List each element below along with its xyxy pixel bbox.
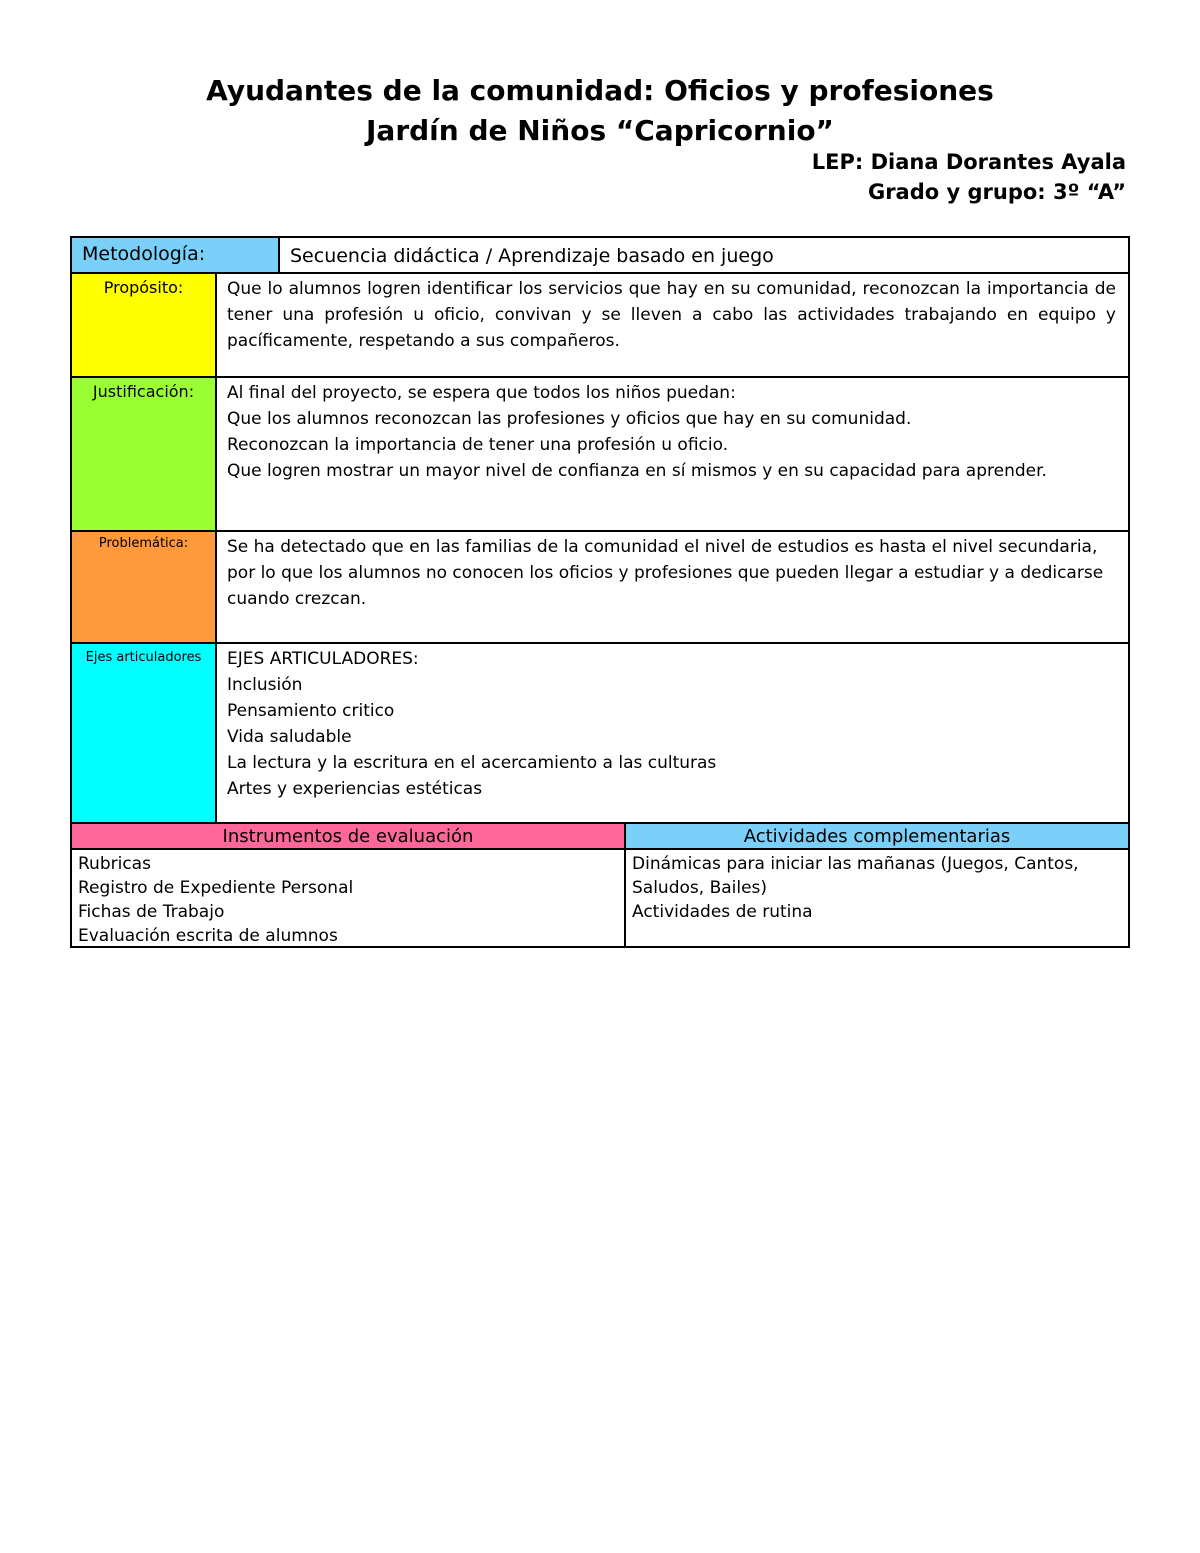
ejes-row bbox=[70, 642, 1130, 824]
list-item: Actividades de rutina bbox=[632, 902, 813, 922]
ejes-item: Pensamiento critico bbox=[227, 701, 395, 721]
proposito-text: Que lo alumnos logren identificar los servicios que hay en su comunidad, reconozcan la importancia de tener una profesión u oficio, convivan y se lleven a cabo las actividades trabajando en equipo y pacíficamente, respetando a sus compañeros. bbox=[227, 279, 1116, 351]
metodologia-value: Secuencia didáctica / Aprendizaje basado en juego bbox=[290, 245, 774, 267]
ejes-item: La lectura y la escritura en el acercamiento a las culturas bbox=[227, 753, 717, 773]
problematica-text: Se ha detectado que en las familias de la comunidad el nivel de estudios es hasta el nivel secundaria, por lo que los alumnos no conocen los oficios y profesiones que pueden llegar a estudiar y a dedicarse cuando crezcan. bbox=[227, 537, 1104, 609]
metodologia-label: Metodología: bbox=[72, 238, 280, 272]
proposito-label: Propósito: bbox=[72, 274, 217, 376]
metodologia-row bbox=[70, 236, 1130, 274]
problematica-label: Problemática: bbox=[72, 532, 217, 642]
ejes-item: Artes y experiencias estéticas bbox=[227, 779, 483, 799]
evaluacion-section bbox=[70, 822, 1130, 948]
instrumentos-header: Instrumentos de evaluación bbox=[72, 824, 624, 850]
ejes-item: Vida saludable bbox=[227, 727, 352, 747]
actividades-column bbox=[626, 824, 1128, 946]
justificacion-line: Que logren mostrar un mayor nivel de confianza en sí mismos y en su capacidad para aprender. bbox=[227, 461, 1047, 481]
list-item: Dinámicas para iniciar las mañanas (Juegos, Cantos, Saludos, Bailes) bbox=[632, 854, 1079, 898]
school-name: Jardín de Niños “Capricornio” bbox=[366, 114, 834, 147]
document-title: Ayudantes de la comunidad: Oficios y profesiones bbox=[206, 74, 994, 107]
list-item: Fichas de Trabajo bbox=[78, 902, 225, 922]
ejes-item: Inclusión bbox=[227, 675, 303, 695]
justificacion-row bbox=[70, 376, 1130, 532]
list-item: Registro de Expediente Personal bbox=[78, 878, 354, 898]
grade-group: Grado y grupo: 3º “A” bbox=[867, 180, 1126, 204]
ejes-label: Ejes articuladores bbox=[72, 644, 217, 822]
instrumentos-column bbox=[72, 824, 626, 946]
actividades-list bbox=[626, 850, 1128, 926]
ejes-content bbox=[217, 644, 1128, 822]
justificacion-line: Reconozcan la importancia de tener una profesión u oficio. bbox=[227, 435, 729, 455]
justificacion-label: Justificación: bbox=[72, 378, 217, 530]
justificacion-line: Que los alumnos reconozcan las profesiones y oficios que hay en su comunidad. bbox=[227, 409, 912, 429]
list-item: Evaluación escrita de alumnos bbox=[78, 926, 338, 946]
justificacion-text bbox=[217, 378, 1128, 530]
proposito-row bbox=[70, 272, 1130, 378]
list-item: Rubricas bbox=[78, 854, 151, 874]
ejes-heading: EJES ARTICULADORES: bbox=[227, 649, 419, 669]
problematica-row bbox=[70, 530, 1130, 644]
actividades-header: Actividades complementarias bbox=[626, 824, 1128, 850]
justificacion-line: Al final del proyecto, se espera que todos los niños puedan: bbox=[227, 383, 736, 403]
instrumentos-list bbox=[72, 850, 624, 950]
teacher-name: LEP: Diana Dorantes Ayala bbox=[811, 150, 1126, 174]
